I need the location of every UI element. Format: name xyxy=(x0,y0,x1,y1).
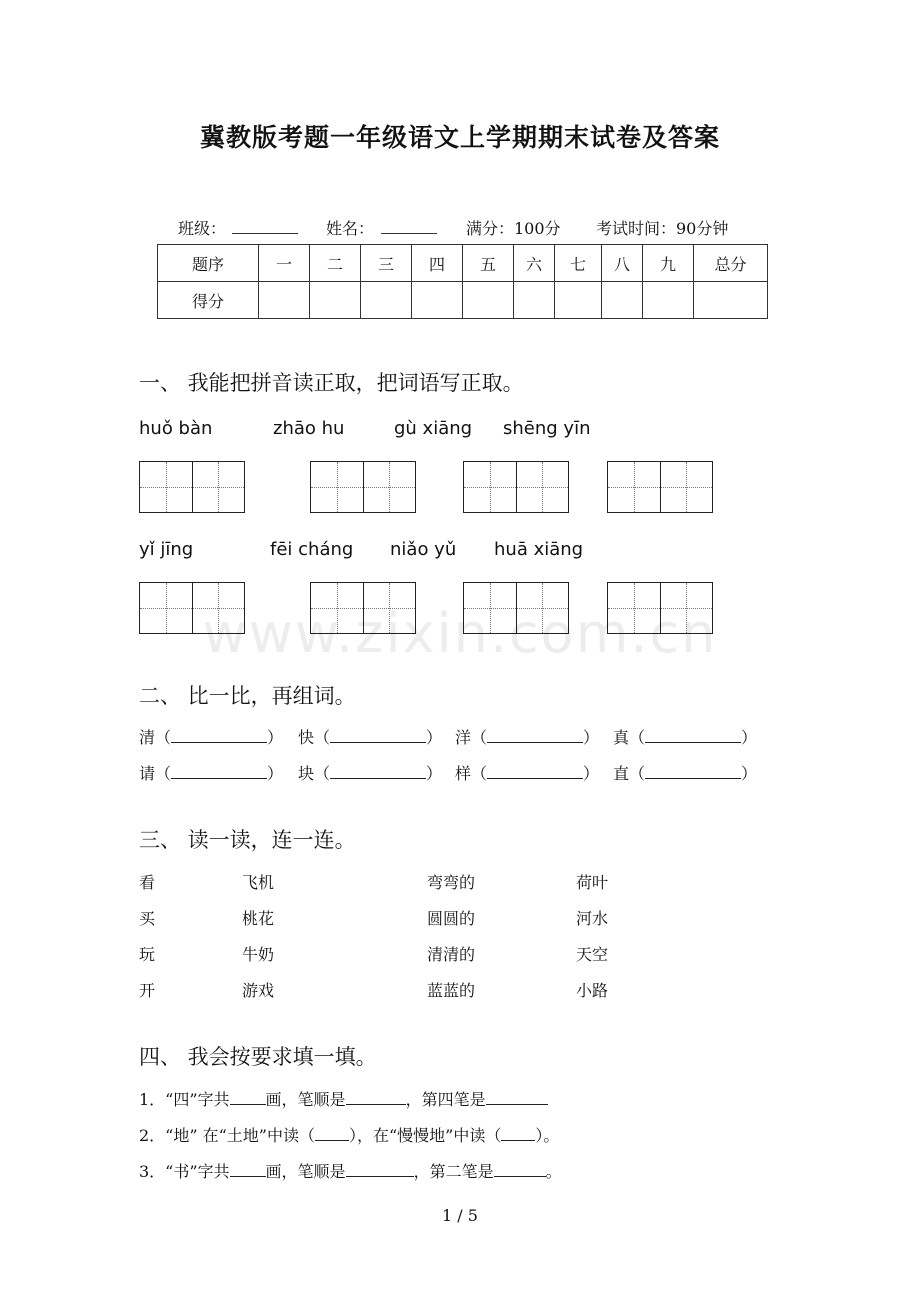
paren: ） xyxy=(741,764,758,783)
pinyin: huǒ bàn xyxy=(139,418,213,439)
paren: ） xyxy=(426,728,443,747)
pinyin: yǐ jīng xyxy=(139,539,194,560)
page-number: 1 / 5 xyxy=(442,1206,478,1225)
paren: ） xyxy=(426,764,443,783)
section1-heading: 一、 我能把拼音读正取，把词语写正取。 xyxy=(139,371,524,395)
header-cell: 八 xyxy=(602,245,643,282)
paren: （ xyxy=(155,728,172,747)
header-cell: 九 xyxy=(643,245,694,282)
paren: （ xyxy=(314,728,331,747)
exam-time: 考试时间：90分钟 xyxy=(596,219,729,238)
header-cell: 四 xyxy=(412,245,463,282)
char: 洋 xyxy=(455,728,472,747)
page-title: 冀教版考题一年级语文上学期期末试卷及答案 xyxy=(199,123,720,152)
match-word[interactable]: 清清的 xyxy=(427,945,476,964)
paren: （ xyxy=(629,728,646,747)
name-label: 姓名： xyxy=(326,219,375,238)
header-cell: 题序 xyxy=(158,245,259,282)
word-group-item xyxy=(613,725,757,748)
q2-text-b: ），在“慢慢地”中读（ xyxy=(349,1126,502,1145)
tianzige-box[interactable] xyxy=(139,461,245,513)
q3-text-c: ，第二笔是 xyxy=(413,1162,494,1181)
question-2 xyxy=(139,1123,559,1146)
q1-text-a: 1．“四”字共 xyxy=(139,1090,230,1109)
paren: ） xyxy=(741,728,758,747)
pinyin: huā xiāng xyxy=(494,539,584,560)
pinyin: shēng yīn xyxy=(503,418,591,439)
char: 快 xyxy=(298,728,315,747)
paren: （ xyxy=(155,764,172,783)
score-cell[interactable] xyxy=(361,282,412,319)
q2-text-a: 2．“地” 在“土地”中读（ xyxy=(139,1126,315,1145)
match-word[interactable]: 游戏 xyxy=(242,981,275,1000)
section2-heading: 二、 比一比，再组词。 xyxy=(139,684,356,708)
match-word[interactable]: 小路 xyxy=(576,981,609,1000)
word-group-item xyxy=(613,761,757,784)
match-word[interactable]: 蓝蓝的 xyxy=(427,981,476,1000)
paren: ） xyxy=(583,728,600,747)
class-label: 班级： xyxy=(178,219,227,238)
char: 块 xyxy=(298,764,315,783)
word-group-item xyxy=(139,725,283,748)
answer-blank[interactable] xyxy=(315,1126,349,1141)
answer-blank[interactable] xyxy=(486,1090,548,1105)
score-row-label: 得分 xyxy=(158,282,259,319)
watermark: www.zixin.com.cn xyxy=(202,602,718,665)
q3-text-d: 。 xyxy=(545,1162,562,1181)
header-cell: 五 xyxy=(463,245,514,282)
score-table xyxy=(157,244,768,319)
tianzige-box[interactable] xyxy=(607,461,713,513)
question-3 xyxy=(139,1159,562,1182)
match-word[interactable]: 看 xyxy=(139,873,156,892)
paren: （ xyxy=(314,764,331,783)
match-word[interactable]: 圆圆的 xyxy=(427,909,476,928)
q3-text-b: 画，笔顺是 xyxy=(265,1162,346,1181)
question-1 xyxy=(139,1087,548,1110)
answer-blank[interactable] xyxy=(645,764,741,779)
q1-text-c: ，第四笔是 xyxy=(405,1090,486,1109)
q1-text-b: 画，笔顺是 xyxy=(265,1090,346,1109)
answer-blank[interactable] xyxy=(494,1162,546,1177)
pinyin: zhāo hu xyxy=(273,418,345,439)
pinyin: fēi cháng xyxy=(270,539,354,560)
answer-blank[interactable] xyxy=(501,1126,535,1141)
name-blank[interactable] xyxy=(381,217,437,234)
section4-heading: 四、 我会按要求填一填。 xyxy=(139,1045,377,1069)
tianzige-box[interactable] xyxy=(463,461,569,513)
score-cell[interactable] xyxy=(643,282,694,319)
score-cell[interactable] xyxy=(602,282,643,319)
paren: ） xyxy=(267,728,284,747)
score-cell[interactable] xyxy=(310,282,361,319)
match-word[interactable]: 牛奶 xyxy=(242,945,275,964)
section3-heading: 三、 读一读，连一连。 xyxy=(139,828,356,852)
answer-blank[interactable] xyxy=(645,728,741,743)
score-cell[interactable] xyxy=(694,282,768,319)
answer-blank[interactable] xyxy=(330,764,426,779)
word-group-item xyxy=(139,761,283,784)
match-word[interactable]: 桃花 xyxy=(242,909,275,928)
pinyin: gù xiāng xyxy=(394,418,473,439)
paren: （ xyxy=(629,764,646,783)
answer-blank[interactable] xyxy=(487,728,583,743)
answer-blank[interactable] xyxy=(487,764,583,779)
match-word[interactable]: 荷叶 xyxy=(576,873,609,892)
char: 真 xyxy=(613,728,630,747)
header-cell: 一 xyxy=(259,245,310,282)
word-group-item xyxy=(455,761,599,784)
q2-text-c: ）。 xyxy=(535,1126,560,1145)
match-word[interactable]: 开 xyxy=(139,981,156,1000)
q3-text-a: 3．“书”字共 xyxy=(139,1162,230,1181)
char: 样 xyxy=(455,764,472,783)
header-cell: 总分 xyxy=(694,245,768,282)
header-cell: 二 xyxy=(310,245,361,282)
score-cell[interactable] xyxy=(463,282,514,319)
score-table-row xyxy=(158,282,768,319)
header-cell: 七 xyxy=(555,245,602,282)
match-word[interactable]: 飞机 xyxy=(242,873,275,892)
paren: ） xyxy=(267,764,284,783)
word-group-item xyxy=(455,725,599,748)
score-cell[interactable] xyxy=(259,282,310,319)
score-cell[interactable] xyxy=(412,282,463,319)
score-cell[interactable] xyxy=(555,282,602,319)
answer-blank[interactable] xyxy=(230,1090,266,1105)
class-blank[interactable] xyxy=(232,217,298,234)
char: 请 xyxy=(139,764,156,783)
paren: （ xyxy=(471,728,488,747)
answer-blank[interactable] xyxy=(346,1090,406,1105)
answer-blank[interactable] xyxy=(171,728,267,743)
answer-blank[interactable] xyxy=(171,764,267,779)
answer-blank[interactable] xyxy=(230,1162,266,1177)
full-score: 满分：100分 xyxy=(466,219,561,238)
match-word[interactable]: 买 xyxy=(139,909,156,928)
score-table-header xyxy=(158,245,768,282)
match-word[interactable]: 弯弯的 xyxy=(427,873,476,892)
match-word[interactable]: 河水 xyxy=(576,909,609,928)
paren: （ xyxy=(471,764,488,783)
answer-blank[interactable] xyxy=(346,1162,414,1177)
score-cell[interactable] xyxy=(514,282,555,319)
char: 直 xyxy=(613,764,630,783)
word-group-item xyxy=(298,725,442,748)
header-cell: 六 xyxy=(514,245,555,282)
tianzige-box[interactable] xyxy=(310,461,416,513)
paren: ） xyxy=(583,764,600,783)
word-group-item xyxy=(298,761,442,784)
pinyin: niǎo yǔ xyxy=(390,539,457,560)
match-word[interactable]: 玩 xyxy=(139,945,156,964)
answer-blank[interactable] xyxy=(330,728,426,743)
header-cell: 三 xyxy=(361,245,412,282)
match-word[interactable]: 天空 xyxy=(576,945,609,964)
char: 清 xyxy=(139,728,156,747)
